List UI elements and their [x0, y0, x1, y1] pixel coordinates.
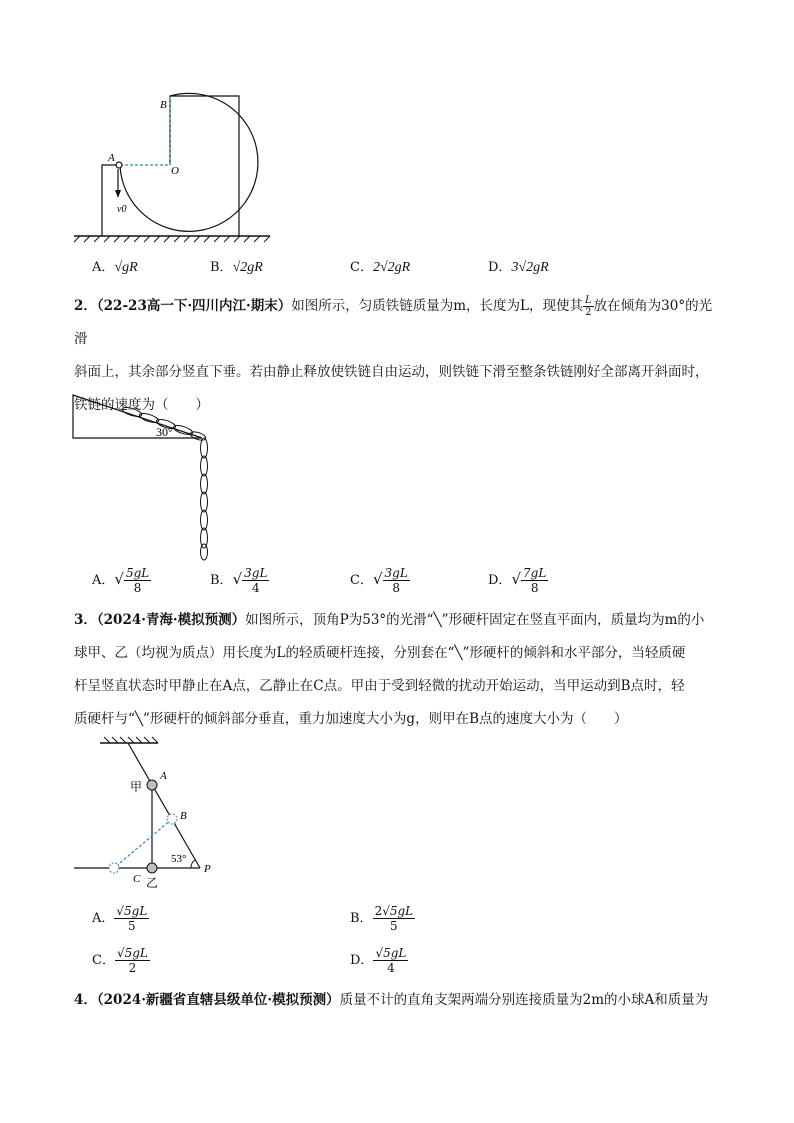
- slanted-rod: [128, 743, 200, 868]
- ball-A: [116, 162, 122, 168]
- circular-track: [120, 93, 258, 231]
- q1-option-b[interactable]: B．√2gR: [210, 260, 263, 275]
- label-v0: v0: [117, 204, 127, 215]
- q2-option-c[interactable]: C．√ $\frac{3gL}{8}$: [350, 566, 408, 595]
- chain-hanging: [201, 438, 208, 560]
- angle-label: 30°: [156, 425, 173, 439]
- light-rod-dashed: [114, 819, 172, 868]
- q3-line3: 杆呈竖直状态时甲静止在A点，乙静止在C点。甲由于受到轻微的扰动开始运动，当甲运动到B点时，轻: [74, 678, 685, 694]
- q1-figure: [70, 90, 280, 245]
- q3-option-b[interactable]: B． $\frac{2√5gL}{5}$: [350, 904, 414, 933]
- angle-arc: [191, 860, 195, 868]
- ceiling-hatch: [104, 737, 158, 743]
- label-A: A: [160, 770, 167, 782]
- q1-option-d[interactable]: D．3√2gR: [488, 260, 549, 275]
- q3-stem: [74, 604, 724, 736]
- label-yi: 乙: [146, 876, 159, 890]
- ball-yi-C: [147, 863, 157, 873]
- ball-dashed-B: [167, 814, 177, 824]
- ball-dashed-left: [109, 863, 119, 873]
- label-angle: 53°: [171, 853, 187, 865]
- q3-line2: 球甲、乙（均视为质点）用长度为L的轻质硬杆连接，分别套在“╲”形硬杆的倾斜和水平部分，当轻质硬: [74, 645, 686, 661]
- frame-outline: [170, 96, 239, 236]
- q2-figure: [70, 390, 220, 562]
- q1-option-a[interactable]: A．√gR: [92, 260, 138, 275]
- q2-option-a[interactable]: A．√ $\frac{5gL}{8}$: [92, 566, 150, 595]
- label-B: B: [180, 810, 187, 822]
- q3-option-c[interactable]: C． $\frac{√5gL}{2}$: [92, 946, 148, 975]
- label-B: B: [160, 99, 167, 111]
- ground-hatch: [74, 236, 270, 242]
- q4-stem: 4．（2024·新疆省直辖县级单位·模拟预测）质量不计的直角支架两端分别连接质量为2m的小球A和质量为: [74, 992, 709, 1008]
- q1-option-c[interactable]: C．2√2gR: [350, 260, 411, 275]
- q2-line1: 2．（22-23高一下·四川内江·期末）如图所示，匀质铁链质量为m，长度为L，现使其 $\frac{L}{2}$ 放在倾角为30°的光滑: [74, 295, 713, 347]
- label-jia: 甲: [130, 780, 143, 794]
- label-P: P: [204, 863, 211, 875]
- q2-line3: 铁链的速度为（ ）: [74, 397, 209, 413]
- label-C: C: [133, 873, 141, 885]
- q3-line1: 3．（2024·青海·模拟预测）如图所示，顶角P为53°的光滑“╲”形硬杆固定在竖直平面内，质量均为m的小: [74, 612, 705, 628]
- q2-option-b[interactable]: B．√ $\frac{3gL}{4}$: [210, 566, 268, 595]
- q2-option-d[interactable]: D．√ $\frac{7gL}{8}$: [488, 566, 547, 595]
- q3-figure: [70, 735, 230, 895]
- label-A: A: [108, 152, 115, 164]
- block-outline: [102, 165, 119, 236]
- q3-option-d[interactable]: D． $\frac{√5gL}{4}$: [350, 946, 407, 975]
- q3-option-a[interactable]: A． $\frac{√5gL}{5}$: [92, 904, 148, 933]
- ball-jia-A: [147, 780, 157, 790]
- q3-line4: 质硬杆与“╲”形硬杆的倾斜部分垂直，重力加速度大小为g，则甲在B点的速度大小为（ ）: [74, 711, 628, 727]
- label-O: O: [171, 165, 179, 177]
- velocity-arrowhead: [115, 190, 121, 198]
- q2-line2: 斜面上，其余部分竖直下垂。若由静止释放使铁链自由运动，则铁链下滑至整条铁链刚好全部离开斜面时，: [74, 364, 709, 380]
